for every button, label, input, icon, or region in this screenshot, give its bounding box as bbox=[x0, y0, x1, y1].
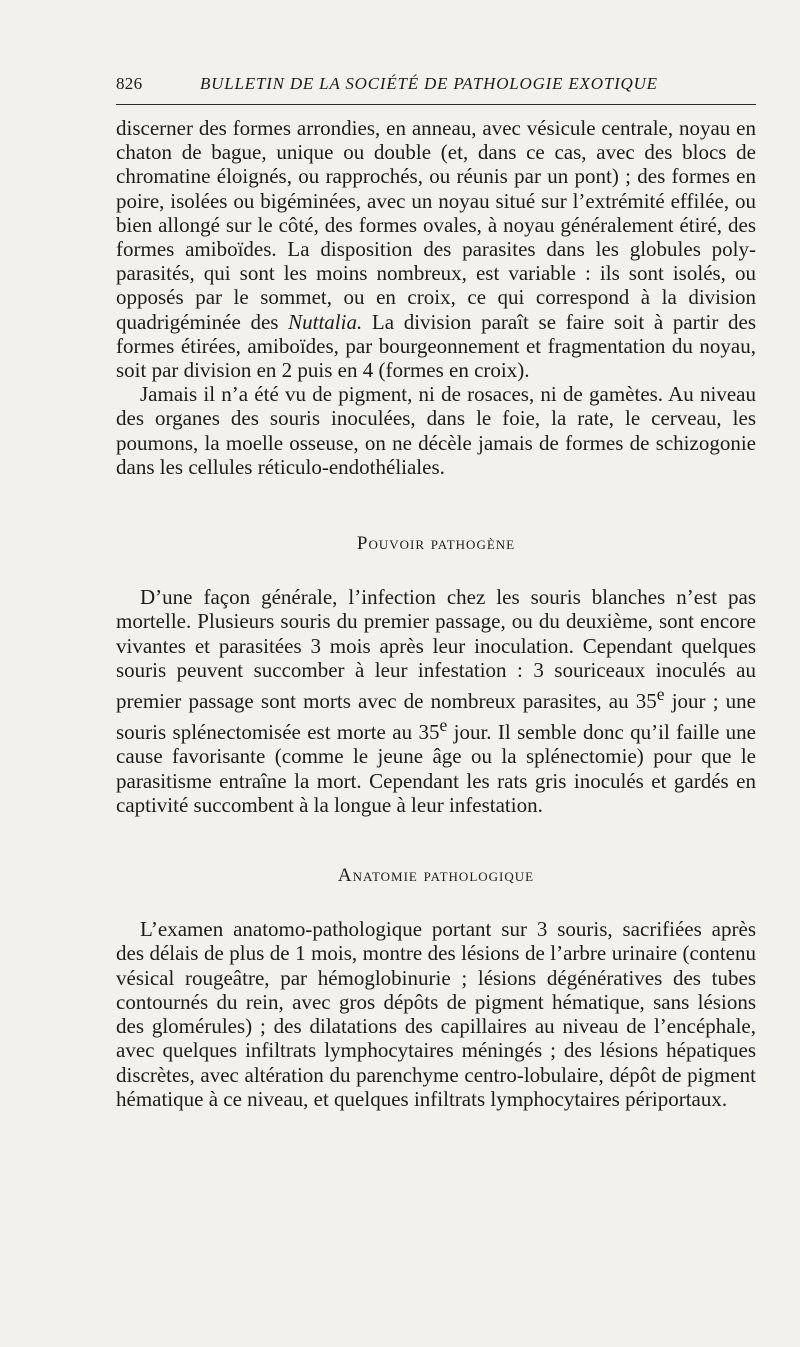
paragraph: Jamais il n’a été vu de pigment, ni de rosaces, ni de gamètes. Au niveau des organes des souris inoculées, dans le foie, la rate, le cerveau, les poumons, la moelle osseuse, on ne décèle jamais de formes de schizogonie dans les cellules réticulo-endothéliales. bbox=[116, 382, 756, 479]
paragraph-text: jour ; une souris splénectomisée est morte au 35 bbox=[116, 689, 756, 745]
paragraph-text: La division paraît se faire soit à partir des formes étirées, amiboïdes, par bourgeonnement et fragmentation du noyau, soit par division en 2 puis en 4 (formes en croix). bbox=[116, 309, 756, 383]
header-rule bbox=[116, 104, 756, 105]
paragraph-text: discerner des formes arrondies, en anneau, avec vésicule centrale, noyau en chaton de bague, unique ou double (et, dans ce cas, avec des blocs de chromatine éloignés, ou rapprochés, ou réunis par un pont) ; des formes en poire, isolées ou bigéminées, avec un noyau situé sur l’extrémité effilée, ou bien allongé sur le côté, des formes ovales, à noyau généralement étiré, des formes amiboïdes. La disposition des parasites dans les globules poly-parasités, qui sont les moins nombreux, est variable : ils sont isolés, ou opposés par le sommet, ou en croix, ce qui correspond à la division quadrigéminée des bbox=[116, 116, 756, 334]
ordinal-superscript: e bbox=[656, 684, 665, 705]
ordinal-superscript: e bbox=[439, 715, 448, 736]
paragraph-text: D’une façon générale, l’infection chez les souris blanches n’est pas mortelle. Plusieurs souris du premier passage, ou du deuxième, sont encore vivantes et parasitées 3 mois après leur inoculation. Cependant quelques souris peuvent succomber à leur infestation : 3 souriceaux inoculés au premier passage sont morts avec de nombreux parasites, au 35 bbox=[116, 585, 756, 714]
genus-name: Nuttalia. bbox=[288, 309, 363, 334]
section-heading-anatomie-pathologique: Anatomie pathologique bbox=[337, 865, 535, 887]
body-text bbox=[116, 116, 756, 1111]
paragraph-continued bbox=[116, 116, 756, 382]
paragraph bbox=[116, 585, 756, 817]
paragraph-text: jour. Il semble donc qu’il faille une cause favorisante (comme le jeune âge ou la splénectomie) pour que le parasitisme entraîne la mort. Cependant les rats gris inoculés et gardés en captivité succombent à la longue à leur infestation. bbox=[116, 720, 757, 817]
page-number: 826 bbox=[116, 74, 143, 93]
journal-title: BULLETIN DE LA SOCIÉTÉ DE PATHOLOGIE EXOTIQUE bbox=[200, 74, 658, 93]
paragraph: L’examen anatomo-pathologique portant sur 3 souris, sacrifiées après des délais de plus de 1 mois, montre des lésions de l’arbre urinaire (contenu vésical rougeâtre, par hémoglobinurie ; lésions dégénératives des tubes contournés du rein, avec gros dépôts de pigment hématique, sans lésions des glomérules) ; des dilatations des capillaires au niveau de l’encéphale, avec quelques infiltrats lymphocytaires méningés ; des lésions hépatiques discrètes, avec altération du parenchyme centro-lobulaire, dépôt de pigment hématique à ce niveau, et quelques infiltrats lymphocytaires périportaux. bbox=[116, 917, 756, 1111]
section-heading-pouvoir-pathogene: Pouvoir pathogène bbox=[356, 533, 516, 555]
